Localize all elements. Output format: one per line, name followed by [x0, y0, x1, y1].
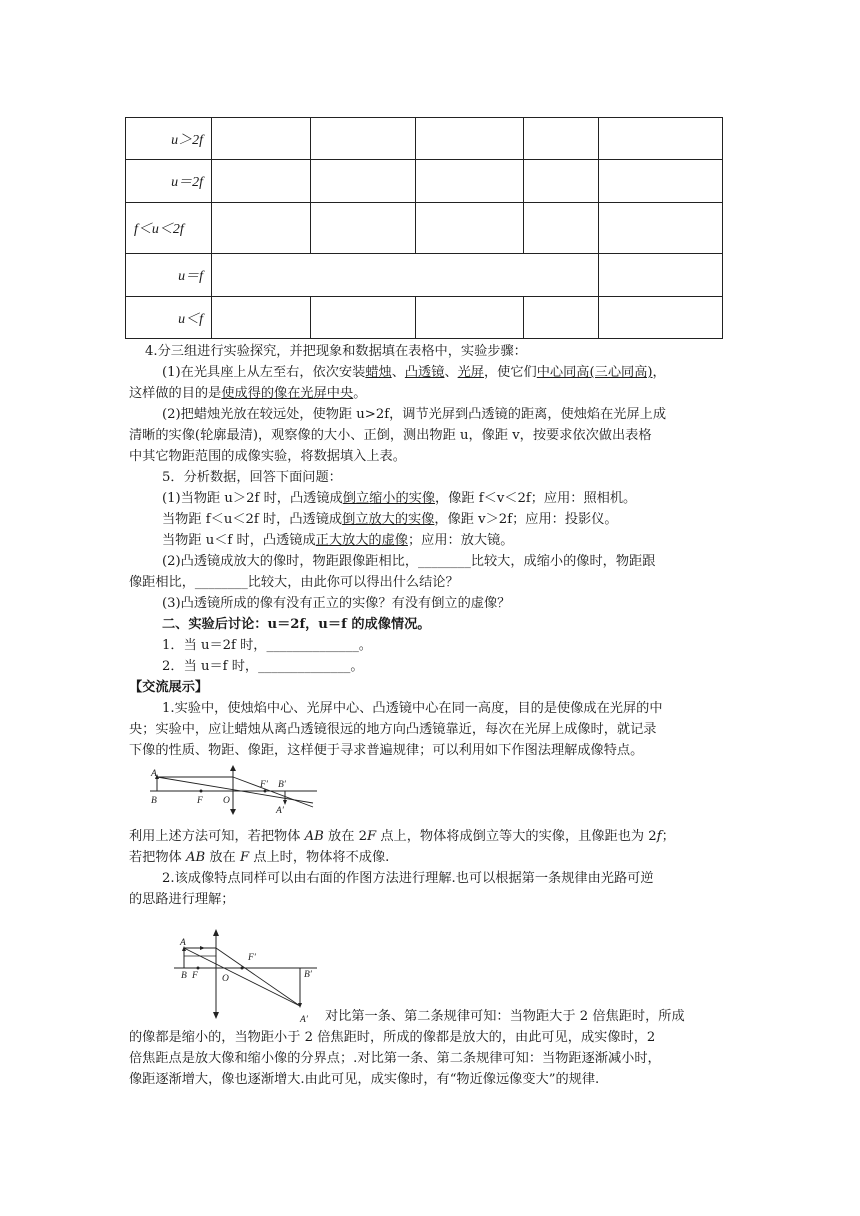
- exchange-heading: 【交流展示】: [129, 680, 209, 695]
- label-A-prime: A′: [276, 806, 284, 815]
- row-label: u＝f: [126, 254, 212, 297]
- analysis-1c: 当物距 u＜f 时，凸透镜成正大放大的虚像；应用：放大镜。: [162, 533, 514, 548]
- ray-diagram-1: [145, 765, 325, 815]
- row-label: u＞2f: [126, 118, 212, 160]
- analysis-2: (2)凸透镜成放大的像时，物距跟像距相比，________比较大，成缩小的像时，物距跟: [162, 554, 656, 569]
- exchange-1-result-cont: 若把物体 AB 放在 F 点上时，物体将不成像.: [129, 850, 390, 865]
- label-A: A: [151, 769, 157, 779]
- exchange-2: 2.该成像特点同样可以由右面的作图方法进行理解.也可以根据第一条规律由光路可逆: [162, 871, 654, 886]
- table-row: [126, 203, 723, 254]
- table-row: [126, 118, 723, 160]
- discussion-2: 2．当 u＝f 时，______________。: [162, 659, 364, 674]
- exchange-1-cont: 央；实验中，应让蜡烛从离凸透镜很远的地方向凸透镜靠近，每次在光屏上成像时，就记录: [129, 722, 657, 737]
- exchange-1-result: 利用上述方法可知，若把物体 AB 放在 2F 点上，物体将成倒立等大的实像，且像距也为 2f；: [129, 829, 675, 844]
- label-B: B: [151, 796, 157, 806]
- step-1-text: (1)在光具座上从左至右，依次安装蜡烛、凸透镜、光屏，使它们中心同高(三心同高)，: [162, 365, 666, 380]
- analysis-2-cont: 像距相比，________比较大，由此你可以得出什么结论？: [129, 575, 459, 590]
- label-O: O: [223, 796, 230, 806]
- row-label: u＝2f: [126, 160, 212, 203]
- label-F: F: [192, 971, 198, 981]
- analysis-1b: 当物距 f＜u＜2f 时，凸透镜成倒立放大的实像，像距 v＞2f；应用：投影仪。: [162, 512, 618, 527]
- step-1-purpose: 这样做的目的是使成得的像在光屏中央。: [129, 386, 367, 401]
- row-label: u＜f: [126, 297, 212, 339]
- step-2-text-cont: 清晰的实像(轮廓最清)，观察像的大小、正倒，测出物距 u，像距 v，按要求依次做出表格: [129, 428, 652, 443]
- analysis-3: (3)凸透镜所成的像有没有正立的实像？有没有倒立的虚像？: [162, 596, 511, 611]
- analysis-1: (1)当物距 u＞2f 时，凸透镜成倒立缩小的实像，像距 f＜v＜2f；应用：照相机。: [162, 491, 637, 506]
- exchange-2-compare-cont2: 倍焦距点是放大像和缩小像的分界点；.对比第一条、第二条规律可知：当物距逐渐减小时，: [129, 1051, 661, 1066]
- discussion-heading: 二、实验后讨论：u＝2f，u＝f 的成像情况。: [162, 617, 431, 632]
- exchange-2-compare: 对比第一条、第二条规律可知：当物距大于 2 倍焦距时，所成: [325, 1009, 685, 1024]
- exchange-1: 1.实验中，使烛焰中心、光屏中心、凸透镜中心在同一高度，目的是使像成在光屏的中: [162, 701, 663, 716]
- discussion-1: 1．当 u＝2f 时，______________。: [162, 638, 372, 653]
- analysis-heading: 5．分析数据，回答下面问题：: [162, 470, 342, 485]
- exchange-2-cont: 的思路进行理解；: [129, 892, 235, 907]
- step-2-text: (2)把蜡烛光放在较远处，使物距 u>2f，调节光屏到凸透镜的距离，使烛焰在光屏上成: [162, 407, 667, 422]
- table-row: [126, 160, 723, 203]
- imaging-table: [125, 117, 723, 339]
- row-label: f＜u＜2f: [126, 203, 212, 254]
- label-B: B: [181, 971, 187, 981]
- label-A-prime: A′: [300, 1015, 308, 1025]
- label-O: O: [222, 974, 229, 984]
- table-row: [126, 297, 723, 339]
- step-2-text-end: 中其它物距范围的成像实验，将数据填入上表。: [129, 449, 406, 464]
- exchange-2-conclusion: 像距逐渐增大，像也逐渐增大.由此可见，成实像时，有“物近像远像变大”的规律.: [129, 1072, 600, 1087]
- label-F-prime: F′: [260, 780, 268, 790]
- exchange-1-end: 下像的性质、物距、像距，这样便于寻求普遍规律；可以利用如下作图法理解成像特点。: [129, 743, 644, 758]
- label-A: A: [180, 938, 186, 948]
- ray-diagram-2: [172, 928, 322, 1028]
- label-B-prime: B′: [278, 780, 286, 790]
- step-4-text: 4.分三组进行实验探究，并把现象和数据填在表格中，实验步骤：: [145, 344, 527, 359]
- label-F: F: [197, 796, 203, 806]
- label-B-prime: B′: [304, 970, 312, 980]
- label-F-prime: F′: [248, 953, 256, 963]
- table-row: [126, 254, 723, 297]
- exchange-2-compare-cont: 的像都是缩小的，当物距小于 2 倍焦距时，所成的像都是放大的，由此可见，成实像时，2: [129, 1030, 656, 1045]
